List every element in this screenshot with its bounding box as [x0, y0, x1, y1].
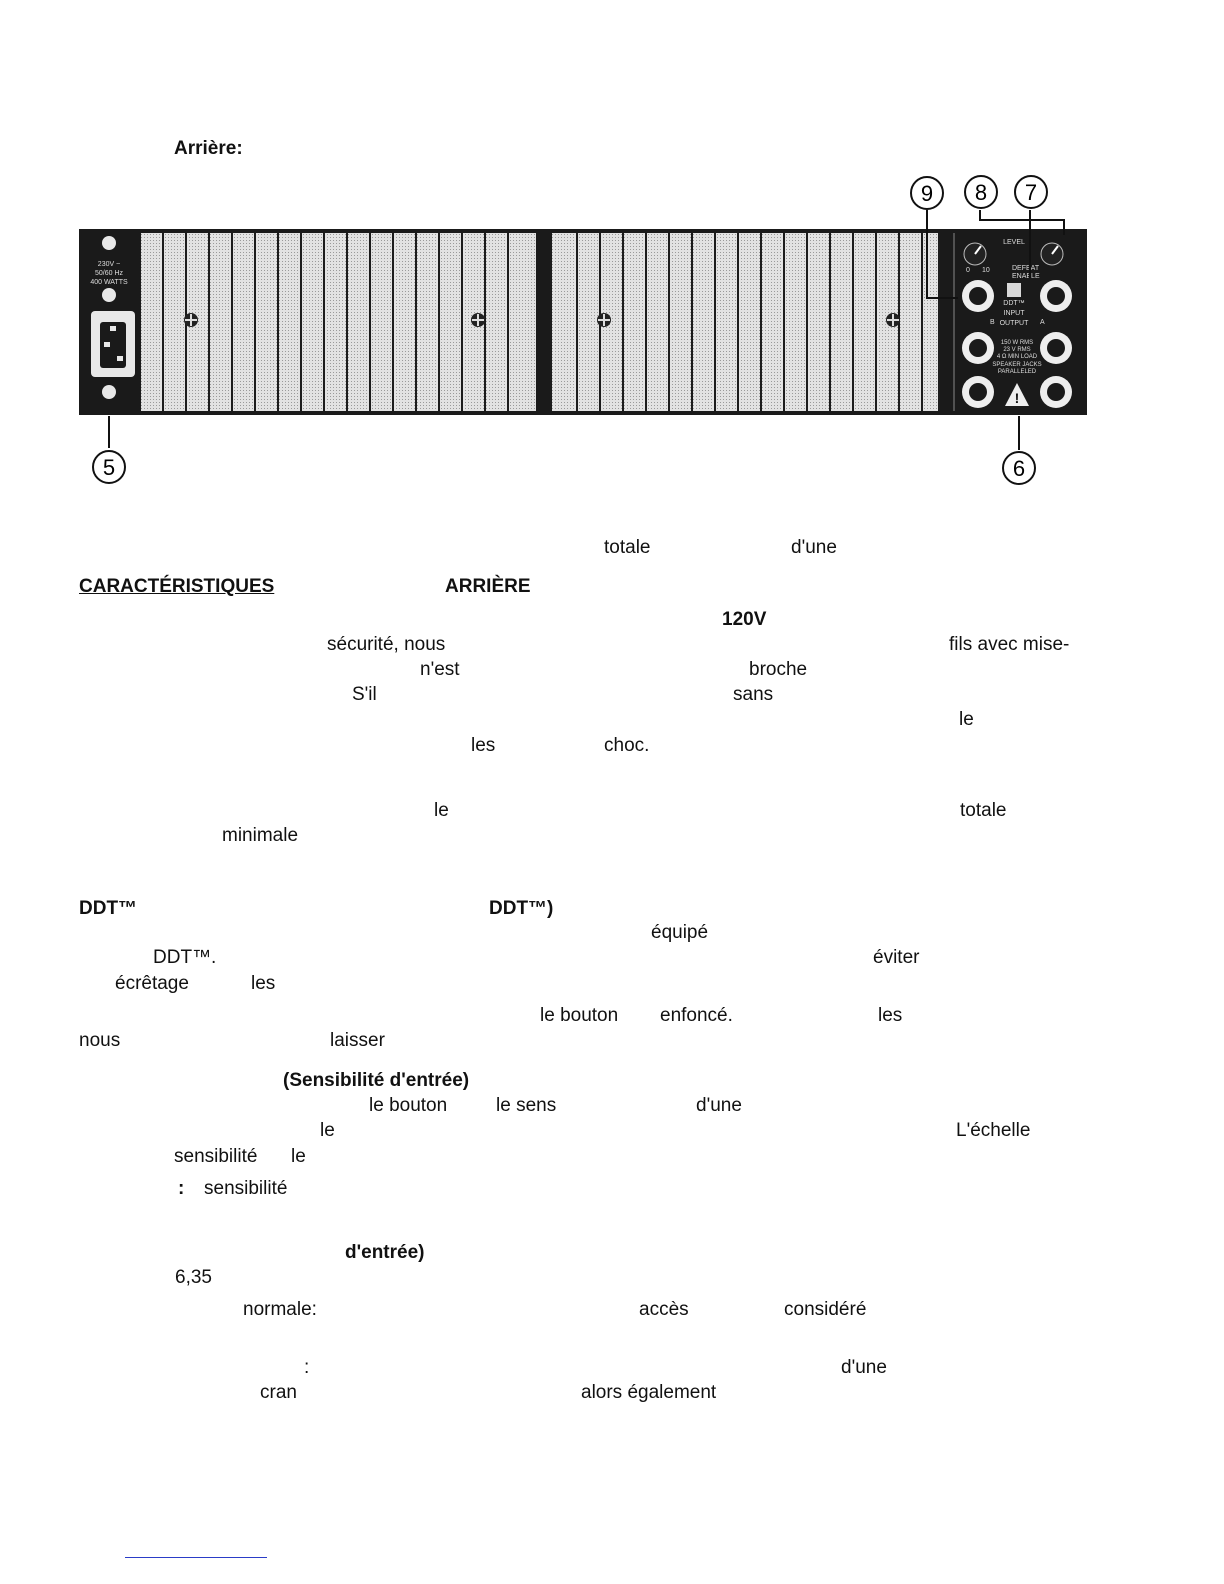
- text-fragment: équipé: [651, 922, 709, 943]
- power-rating-line: 400 WATTS: [90, 279, 128, 286]
- text-fragment: enfoncé.: [660, 1005, 733, 1026]
- text-fragment: 6,35: [175, 1267, 212, 1288]
- callout-5: [93, 451, 125, 483]
- svg-text:SPEAKER JACKS: SPEAKER JACKS: [992, 362, 1042, 368]
- svg-text:6: 6: [1012, 456, 1026, 481]
- section-heading: Arrière:: [174, 138, 243, 159]
- text-fragment: accès: [639, 1299, 689, 1320]
- svg-text:DEFEAT: DEFEAT: [1012, 265, 1040, 272]
- svg-text:10: 10: [982, 267, 990, 274]
- svg-text:DDT™: DDT™: [1003, 300, 1025, 307]
- callout-9: [911, 177, 943, 209]
- text-fragment: sensibilité: [174, 1146, 258, 1167]
- svg-text:7: 7: [1024, 180, 1038, 205]
- svg-text:OUTPUT: OUTPUT: [999, 320, 1029, 327]
- text-fragment: le: [291, 1146, 306, 1167]
- text-fragment: sensibilité: [204, 1178, 288, 1199]
- text-fragment: le sens: [496, 1095, 557, 1116]
- rear-panel-illustration: [0, 0, 1224, 500]
- svg-text:A: A: [1040, 319, 1045, 326]
- svg-text:150 W RMS: 150 W RMS: [1000, 340, 1034, 346]
- text-fragment: le: [959, 709, 974, 730]
- text-fragment: le bouton: [540, 1005, 619, 1026]
- text-fragment: broche: [749, 659, 808, 680]
- svg-text:PARALLELED: PARALLELED: [997, 369, 1037, 375]
- svg-text:0: 0: [966, 267, 970, 274]
- text-fragment: fils avec mise-: [949, 634, 1070, 655]
- text-fragment: éviter: [873, 947, 920, 968]
- footnote-rule: [125, 1557, 267, 1558]
- title-part: CARACTÉRISTIQUES: [79, 576, 275, 597]
- text-fragment: d'une: [696, 1095, 742, 1116]
- text-fragment: L'échelle: [956, 1120, 1031, 1141]
- text-fragment: DDT™): [489, 898, 554, 919]
- svg-text:8: 8: [974, 180, 988, 205]
- svg-text:LEVEL: LEVEL: [1003, 239, 1025, 246]
- text-fragment: normale:: [243, 1299, 317, 1320]
- text-fragment: les: [251, 973, 276, 994]
- text-fragment: laisser: [330, 1030, 385, 1051]
- text-fragment: :: [304, 1357, 310, 1378]
- text-fragment: les: [878, 1005, 903, 1026]
- text-fragment: DDT™.: [153, 947, 217, 968]
- text-fragment: d'entrée): [345, 1242, 425, 1263]
- svg-text:B: B: [990, 319, 995, 326]
- text-fragment: le: [320, 1120, 335, 1141]
- svg-text:ENABLE: ENABLE: [1012, 273, 1040, 280]
- text-fragment: nous: [79, 1030, 121, 1051]
- text-fragment: 120V: [722, 609, 767, 630]
- power-rating-line: 230V ~: [97, 261, 121, 268]
- title-part: ARRIÈRE: [445, 576, 531, 597]
- callout-6: [1003, 452, 1035, 484]
- text-fragment: n'est: [420, 659, 460, 680]
- svg-text:!: !: [1014, 390, 1020, 406]
- ddt-switch: [1007, 283, 1021, 297]
- svg-text:4 Ω MIN LOAD: 4 Ω MIN LOAD: [996, 354, 1038, 360]
- text-fragment: les: [471, 735, 496, 756]
- svg-text:INPUT: INPUT: [1003, 310, 1025, 317]
- text-fragment: (Sensibilité d'entrée): [283, 1070, 470, 1091]
- text-fragment: DDT™: [79, 898, 138, 919]
- rear-panel-svg: [0, 0, 1224, 500]
- text-fragment: cran: [260, 1382, 297, 1403]
- text-fragment: d'une: [841, 1357, 887, 1378]
- svg-text:5: 5: [102, 455, 116, 480]
- text-fragment: totale: [604, 537, 651, 558]
- callout-7: [1015, 176, 1047, 208]
- power-rating-line: 50/60 Hz: [94, 270, 124, 277]
- section-title: [79, 576, 538, 598]
- text-fragment: considéré: [784, 1299, 867, 1320]
- callout-8: [965, 176, 997, 208]
- text-fragment: sécurité, nous: [327, 634, 446, 655]
- text-fragment: S'il: [352, 684, 377, 705]
- text-fragment: totale: [960, 800, 1007, 821]
- svg-text:23 V RMS: 23 V RMS: [1003, 347, 1031, 353]
- svg-text:9: 9: [920, 181, 934, 206]
- text-fragment: alors également: [581, 1382, 717, 1403]
- text-fragment: d'une: [791, 537, 837, 558]
- text-fragment: le: [434, 800, 449, 821]
- text-fragment: sans: [733, 684, 774, 705]
- text-fragment: minimale: [222, 825, 299, 846]
- text-fragment: choc.: [604, 735, 650, 756]
- text-fragment: écrêtage: [115, 973, 189, 994]
- text-fragment: :: [178, 1178, 185, 1199]
- text-fragment: le bouton: [369, 1095, 448, 1116]
